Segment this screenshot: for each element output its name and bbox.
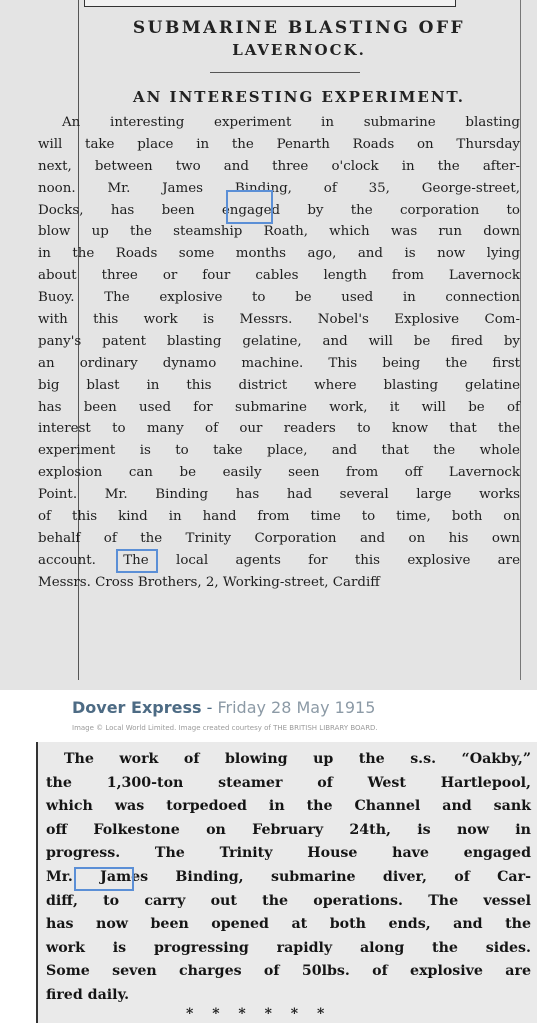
text-line: noon. Mr. James Binding, of 35, George-street, — [38, 180, 520, 196]
text-line: work is progressing rapidly along the sides. — [46, 939, 531, 956]
text-line: which was torpedoed in the Channel and sank — [46, 798, 531, 815]
caption-separator: - — [201, 698, 218, 717]
text-line: of this kind in hand from time to time, both on — [38, 509, 520, 525]
article-place: LAVERNOCK. — [232, 41, 366, 59]
text-line: off Folkestone on February 24th, is now in — [46, 821, 531, 838]
text-line: in the Roads some months ago, and is now lying — [38, 246, 520, 262]
text-line: with this work is Messrs. Nobel's Explosive Com- — [38, 312, 520, 328]
text-line: progress. The Trinity House have engaged — [46, 845, 531, 862]
text-line: has been used for submarine work, it will be of — [38, 399, 520, 415]
text-line: an ordinary dynamo machine. This being the first — [38, 355, 520, 371]
text-line: Docks, has been engaged by the corporation to — [38, 202, 520, 218]
text-line: blow up the steamship Roath, which was run down — [38, 224, 520, 240]
headline-divider — [210, 72, 360, 73]
column-rule-left — [36, 742, 38, 1023]
text-line: has now been opened at both ends, and the — [46, 916, 531, 933]
publication-date: Friday 28 May 1915 — [217, 698, 376, 717]
text-line: Mr. James Binding, submarine diver, of Car- — [46, 868, 531, 885]
article-headline: SUBMARINE BLASTING OFF — [132, 18, 466, 38]
search-highlight-box — [116, 549, 158, 573]
text-line: interest to many of our readers to know that the — [38, 421, 520, 437]
text-line: pany's patent blasting gelatine, and will be fired by — [38, 333, 520, 349]
section-separator-stars: * * * * * * — [186, 1006, 332, 1022]
text-line: account. The local agents for this explosive are — [38, 552, 520, 568]
article-body-1 — [38, 112, 520, 594]
text-line: big blast in this district where blasting gelatine — [38, 377, 520, 393]
text-line: will take place in the Penarth Roads on Thursday — [38, 136, 520, 152]
text-line: An interesting experiment in submarine blasting — [62, 115, 520, 130]
search-highlight-box — [74, 867, 134, 891]
text-line: the 1,300-ton steamer of West Hartlepool, — [46, 774, 531, 791]
text-line: experiment is to take place, and that the whole — [38, 443, 520, 459]
source-caption — [72, 698, 375, 717]
text-line: explosion can be easily seen from off Lavernock — [38, 465, 520, 481]
text-line: The work of blowing up the s.s. “Oakby,” — [64, 751, 531, 767]
text-line: diff, to carry out the operations. The vessel — [46, 892, 531, 909]
image-credit: Image © Local World Limited. Image created courtesy of THE BRITISH LIBRARY BOARD. — [72, 724, 378, 732]
text-line: Some seven charges of 50lbs. of explosive are — [46, 963, 531, 980]
text-line: fired daily. — [46, 986, 130, 1003]
column-rule-right — [520, 0, 521, 680]
text-line: Messrs. Cross Brothers, 2, Working-street, Cardiff — [38, 574, 380, 590]
text-line: Buoy. The explosive to be used in connection — [38, 290, 520, 306]
article-subheading: AN INTERESTING EXPERIMENT. — [132, 88, 465, 106]
clipping-top-border — [84, 0, 456, 7]
text-line: behalf of the Trinity Corporation and on his own — [38, 530, 520, 546]
publication-name: Dover Express — [72, 698, 202, 717]
search-highlight-box — [226, 190, 273, 224]
text-line: about three or four cables length from Lavernock — [38, 268, 520, 284]
text-line: next, between two and three o'clock in the after- — [38, 158, 520, 174]
newspaper-clipping-2 — [36, 742, 537, 1023]
text-line: Point. Mr. Binding has had several large works — [38, 487, 520, 503]
